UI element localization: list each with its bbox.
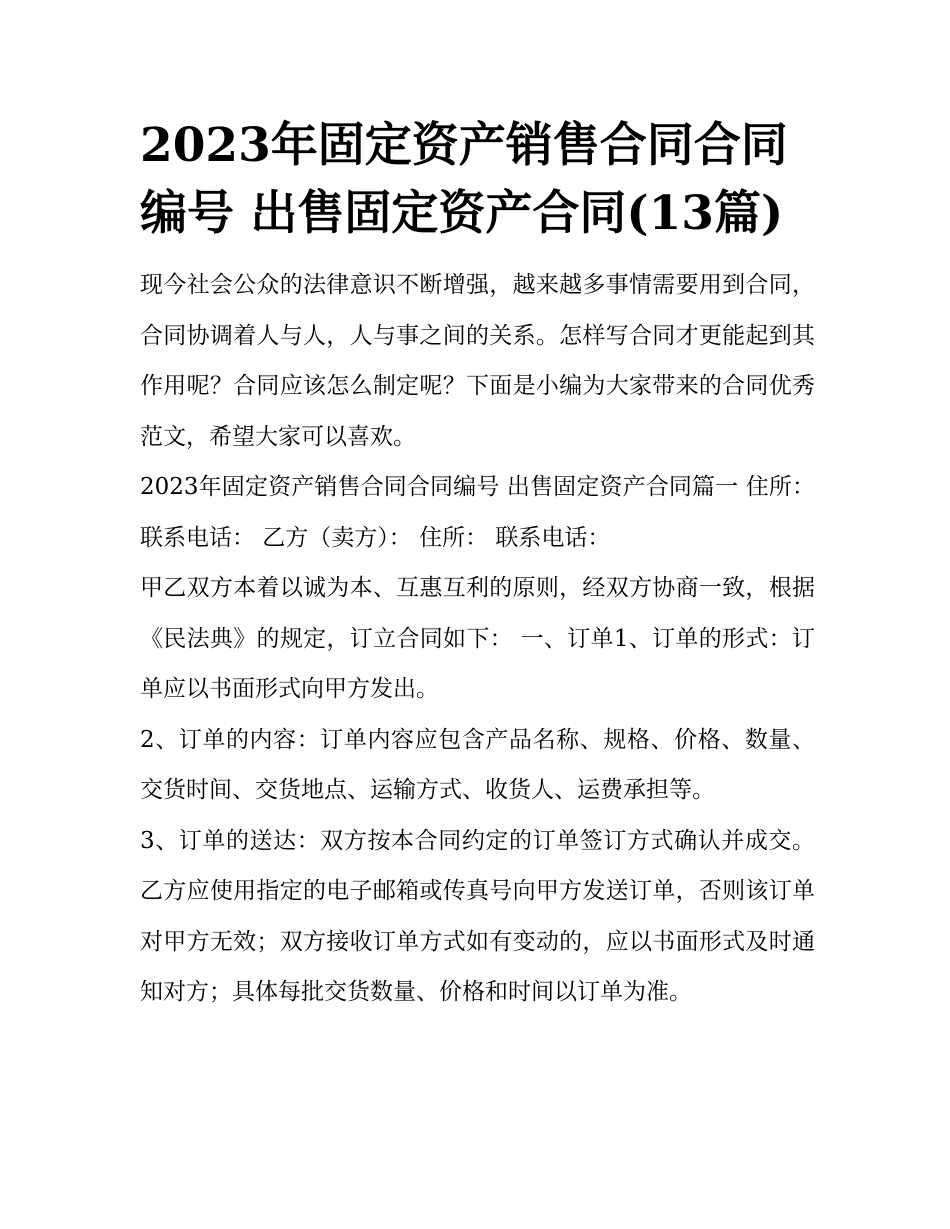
paragraph-parties: 2023年固定资产销售合同合同编号 出售固定资产合同篇一 住所： 联系电话： 乙方（卖方）： 住所： 联系电话： (140, 474, 815, 551)
paragraph-principles: 甲乙双方本着以诚为本、互惠互利的原则，经双方协商一致，根据《民法典》的规定，订立合同如下： 一、订单1、订单的形式：订单应以书面形式向甲方发出。 (140, 575, 815, 702)
paragraph-intro: 现今社会公众的法律意识不断增强，越来越多事情需要用到合同，合同协调着人与人，人与事之间的关系。怎样写合同才更能起到其作用呢？合同应该怎么制定呢？下面是小编为大家带来的合同优秀范文，希望大家可以喜欢。 (140, 272, 815, 450)
document-page (140, 112, 815, 1018)
paragraph-order-content: 2、订单的内容：订单内容应包含产品名称、规格、价格、数量、交货时间、交货地点、运输方式、收货人、运费承担等。 (140, 726, 815, 803)
document-title: 2023年固定资产销售合同合同编号 出售固定资产合同(13篇) (140, 118, 788, 241)
paragraph-order-delivery: 3、订单的送达：双方按本合同约定的订单签订方式确认并成交。乙方应使用指定的电子邮箱或传真号向甲方发送订单，否则该订单对甲方无效；双方接收订单方式如有变动的，应以书面形式及时通知对方；具体每批交货数量、价格和时间以订单为准。 (140, 827, 815, 1005)
